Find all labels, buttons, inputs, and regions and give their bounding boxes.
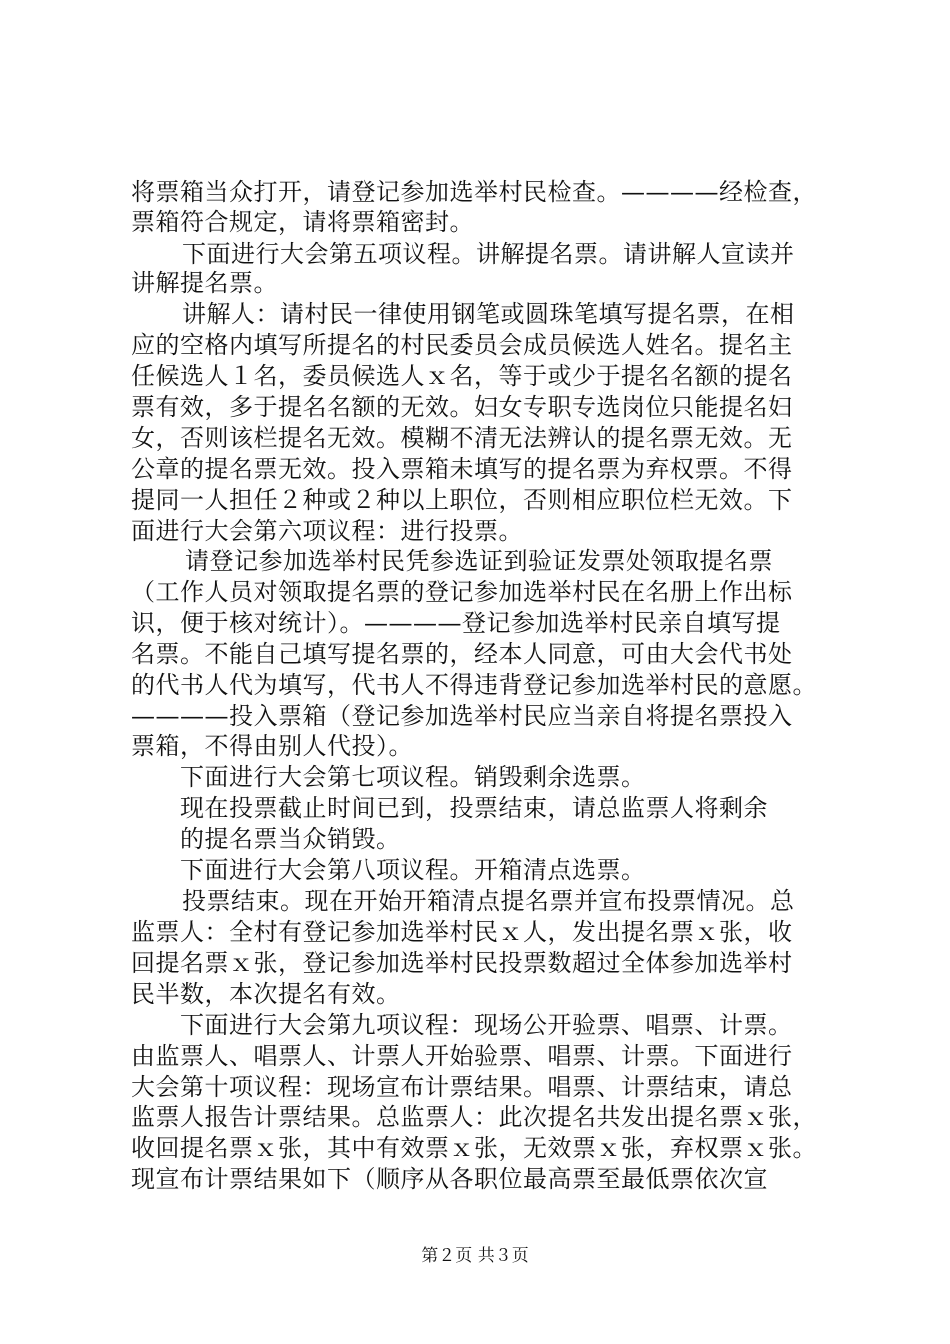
text-line: 收回提名票ｘ张，其中有效票ｘ张，无效票ｘ张，弃权票ｘ张。 bbox=[131, 1134, 817, 1162]
text-line: 票有效，多于提名名额的无效。妇女专职专选岗位只能提名妇 bbox=[131, 393, 793, 421]
text-line: 由监票人、唱票人、计票人开始验票、唱票、计票。下面进行 bbox=[131, 1042, 793, 1070]
text-line: 大会第十项议程：现场宣布计票结果。唱票、计票结束，请总 bbox=[131, 1073, 793, 1101]
text-line: 名票。不能自己填写提名票的，经本人同意，可由大会代书处 bbox=[131, 640, 793, 668]
text-line: 票箱，不得由别人代投）。 bbox=[131, 732, 413, 760]
text-line: 应的空格内填写所提名的村民委员会成员候选人姓名。提名主 bbox=[131, 331, 793, 359]
text-line: ————投入票箱（登记参加选举村民应当亲自将提名票投入 bbox=[131, 702, 793, 730]
text-line: 的代书人代为填写，代书人不得违背登记参加选举村民的意愿。 bbox=[131, 671, 817, 699]
text-line: 民半数，本次提名有效。 bbox=[131, 980, 401, 1008]
text-line: 票箱符合规定，请将票箱密封。 bbox=[131, 208, 474, 236]
text-line: 投票结束。现在开始开箱清点提名票并宣布投票情况。总 bbox=[182, 887, 795, 915]
text-line: 下面进行大会第八项议程。开箱清点选票。 bbox=[180, 856, 646, 884]
text-line: 面进行大会第六项议程：进行投票。 bbox=[131, 517, 523, 545]
page-number-footer: 第２页 共３页 bbox=[421, 1246, 529, 1266]
text-line: 下面进行大会第九项议程：现场公开验票、唱票、计票。 bbox=[180, 1011, 793, 1039]
text-line: 监票人：全村有登记参加选举村民ｘ人，发出提名票ｘ张，收 bbox=[131, 918, 793, 946]
text-line: 任候选人１名，委员候选人ｘ名，等于或少于提名名额的提名 bbox=[131, 362, 793, 390]
text-line: 现宣布计票结果如下（顺序从各职位最高票至最低票依次宣 bbox=[131, 1165, 768, 1193]
text-line: 识，便于核对统计）。————登记参加选举村民亲自填写提 bbox=[131, 609, 781, 637]
text-line: 提同一人担任２种或２种以上职位，否则相应职位栏无效。下 bbox=[131, 486, 793, 514]
text-line: （工作人员对领取提名票的登记参加选举村民在名册上作出标 bbox=[131, 578, 793, 606]
text-line: 下面进行大会第七项议程。销毁剩余选票。 bbox=[180, 763, 646, 791]
text-line: 下面进行大会第五项议程。讲解提名票。请讲解人宣读并 bbox=[182, 240, 795, 268]
text-line: 的提名票当众销毁。 bbox=[180, 825, 401, 853]
text-line: 女，否则该栏提名无效。模糊不清无法辨认的提名票无效。无 bbox=[131, 424, 793, 452]
text-line: 请登记参加选举村民凭参选证到验证发票处领取提名票 bbox=[185, 547, 773, 575]
text-line: 监票人报告计票结果。总监票人：此次提名共发出提名票ｘ张， bbox=[131, 1103, 817, 1131]
text-line: 讲解提名票。 bbox=[131, 269, 278, 297]
text-line: 讲解人：请村民一律使用钢笔或圆珠笔填写提名票，在相 bbox=[182, 300, 795, 328]
text-line: 回提名票ｘ张，登记参加选举村民投票数超过全体参加选举村 bbox=[131, 949, 793, 977]
text-line: 将票箱当众打开，请登记参加选举村民检查。————经检查， bbox=[131, 178, 817, 206]
text-line: 现在投票截止时间已到，投票结束，请总监票人将剩余 bbox=[180, 794, 768, 822]
text-line: 公章的提名票无效。投入票箱未填写的提名票为弃权票。不得 bbox=[131, 455, 793, 483]
